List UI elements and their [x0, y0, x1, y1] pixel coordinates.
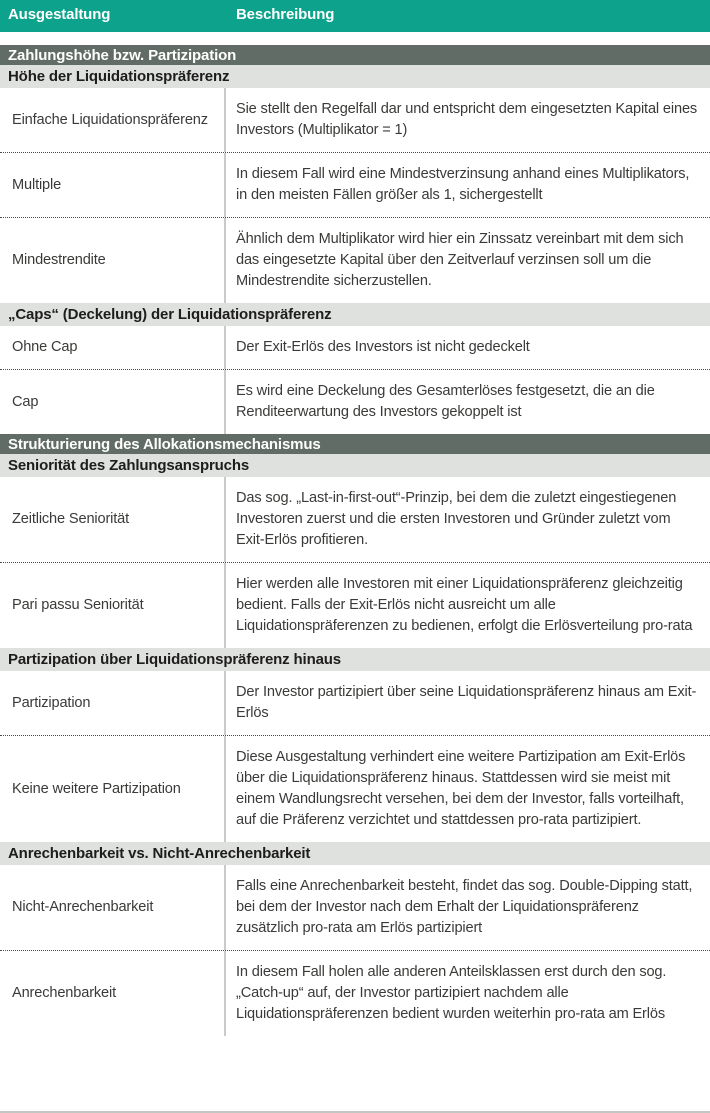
description-cell: Der Investor partizipiert über seine Liquidationspräferenz hinaus am Exit-Erlös [236, 684, 697, 721]
term-cell: Pari passu Seniorität [0, 563, 226, 648]
table-row [0, 88, 710, 152]
description-cell: Ähnlich dem Multiplikator wird hier ein Zinssatz vereinbart mit dem sich das eingesetzte Kapital über den Zeitverlauf verzinsen soll um die Mindestrendite sicherzustellen. [236, 231, 684, 289]
header-gap [0, 32, 710, 45]
description-cell: Sie stellt den Regelfall dar und entspricht dem eingesetzten Kapital eines Investors (Multiplikator = 1) [236, 101, 698, 138]
description-cell: Diese Ausgestaltung verhindert eine weitere Partizipation am Exit-Erlös über die Liquidationspräferenz hinaus. Stattdessen wird sie meist mit einem Wandlungsrecht versehen, bei dem der Investor, falls vorteilhaft, auf die Präferenz verzichtet und stattdessen pro-rata partizipiert. [236, 749, 686, 828]
description-cell: Falls eine Anrechenbarkeit besteht, findet das sog. Double-Dipping statt, bei dem der Investor nach dem Erhalt der Liquidationspräferenz zusätzlich pro-rata am Erlös partizipiert [236, 878, 693, 936]
table-row [0, 562, 710, 648]
description-cell: Es wird eine Deckelung des Gesamterlöses festgesetzt, die an die Renditeerwartung des Investors gekoppelt ist [236, 383, 655, 420]
description-cell: Hier werden alle Investoren mit einer Liquidationspräferenz gleichzeitig bedient. Falls der Exit-Erlös nicht ausreicht um alle Liquidationspräferenzen zu bedienen, erfolgt die Erlösverteilung pro-rata [236, 576, 693, 634]
term-cell: Einfache Liquidationspräferenz [0, 88, 226, 152]
table-row [0, 865, 710, 950]
term-cell: Cap [0, 370, 226, 434]
column-header-ausgestaltung: Ausgestaltung [8, 6, 111, 23]
term-cell: Zeitliche Seniorität [0, 477, 226, 562]
table-row [0, 950, 710, 1036]
term-cell: Ohne Cap [0, 326, 226, 369]
table-row [0, 326, 710, 369]
table-row [0, 735, 710, 842]
term-cell: Partizipation [0, 671, 226, 735]
description-cell: In diesem Fall holen alle anderen Anteilsklassen erst durch den sog. „Catch-up“ auf, der Investor partizipiert nachdem alle Liquidationspräferenzen bedient wurden weiterhin pro-rata am Erlös [236, 964, 667, 1022]
subsection-band: „Caps“ (Deckelung) der Liquidationspräferenz [0, 303, 710, 326]
term-cell: Mindestrendite [0, 218, 226, 303]
term-cell: Anrechenbarkeit [0, 951, 226, 1036]
table-row [0, 152, 710, 217]
table-title-row [0, 0, 710, 32]
column-header-beschreibung: Beschreibung [236, 6, 335, 23]
term-cell: Nicht-Anrechenbarkeit [0, 865, 226, 950]
table-rows [0, 45, 710, 1036]
description-cell: Der Exit-Erlös des Investors ist nicht gedeckelt [236, 339, 530, 355]
description-cell: Das sog. „Last-in-first-out“-Prinzip, bei dem die zuletzt eingestiegenen Investoren zuerst und die ersten Investoren und Gründer zuletzt vom Exit-Erlös profitieren. [236, 490, 677, 548]
subsection-band: Partizipation über Liquidationspräferenz hinaus [0, 648, 710, 671]
subsection-band: Seniorität des Zahlungsanspruchs [0, 454, 710, 477]
table-row [0, 671, 710, 735]
table-row [0, 217, 710, 303]
section-band: Zahlungshöhe bzw. Partizipation [0, 45, 710, 65]
section-band: Strukturierung des Allokationsmechanismus [0, 434, 710, 454]
description-cell: In diesem Fall wird eine Mindestverzinsung anhand eines Multiplikators, in den meisten Fällen größer als 1, sichergestellt [236, 166, 690, 203]
term-cell: Multiple [0, 153, 226, 217]
term-cell: Keine weitere Partizipation [0, 736, 226, 842]
subsection-band: Höhe der Liquidationspräferenz [0, 65, 710, 88]
table-row [0, 477, 710, 562]
subsection-band: Anrechenbarkeit vs. Nicht-Anrechenbarkeit [0, 842, 710, 865]
table-row [0, 369, 710, 434]
